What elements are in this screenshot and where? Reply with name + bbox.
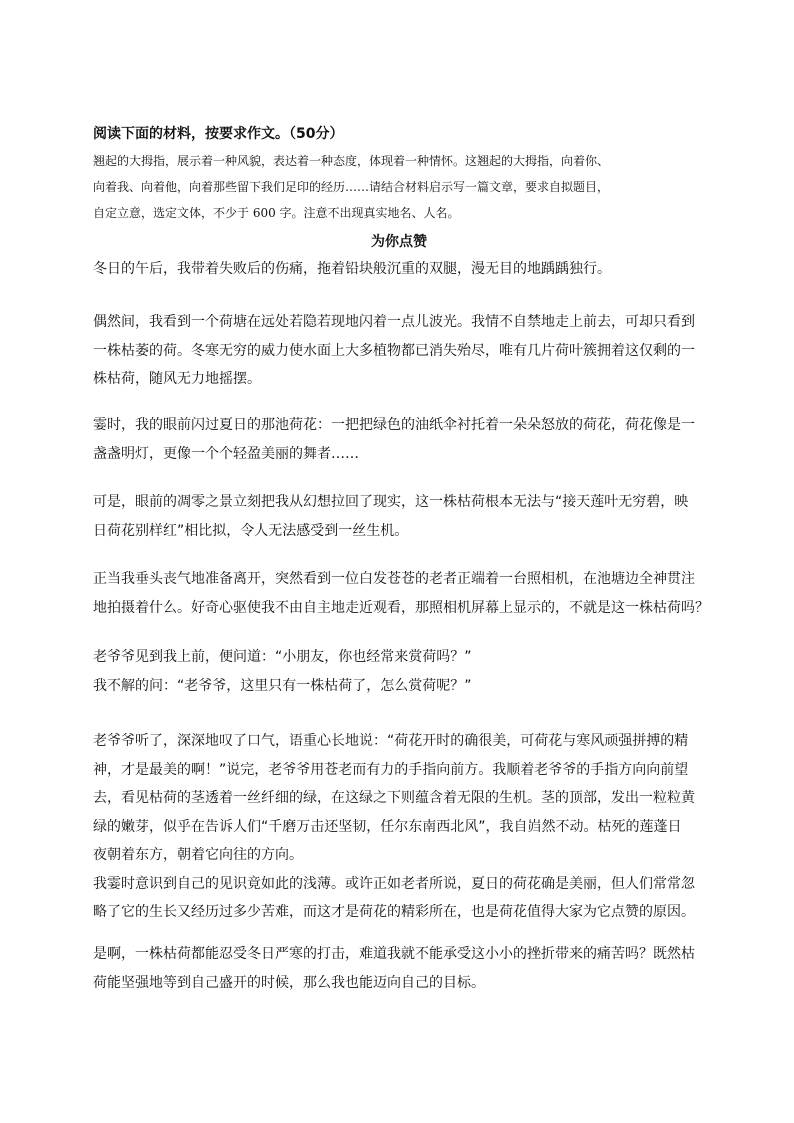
essay-line: 冬日的午后，我带着失败后的伤痛，拖着铅块般沉重的双腿，漫无目的地踽踽独行。 [93,261,611,277]
essay-line: 夜朝着东方，朝着它向往的方向。 [93,847,303,863]
prompt-heading: 阅读下面的材料，按要求作文。（50分） [93,126,344,142]
essay-line: 霎时，我的眼前闪过夏日的那池荷花：一把把绿色的油纸伞衬托着一朵朵怒放的荷花，荷花像是一 [93,417,695,433]
essay-paragraph-4 [93,488,705,545]
essay-line: 日荷花别样红”相比拟，令人无法感受到一丝生机。 [93,522,409,539]
essay-line: 荷能坚强地等到自己盛开的时候，那么我也能迈向自己的目标。 [93,974,485,991]
essay-line: 老爷爷见到我上前，便问道：“小朋友，你也经常来赏荷吗？” [93,649,472,665]
essay-paragraph-2 [93,308,705,394]
essay-line: 可是，眼前的凋零之景立刻把我从幻想拉回了现实，这一株枯荷根本无法与“接天莲叶无穷碧，映 [93,494,689,510]
essay-line: 我不解的问：“老爷爷，这里只有一株枯荷了，怎么赏荷呢？” [93,677,472,694]
essay-line: 绿的嫩芽，似乎在告诉人们“千磨万击还坚韧，任尔东南西北风”，我自岿然不动。枯死的莲蓬日 [93,818,682,835]
prompt-line: 自定立意，选定文体，不少于 600 字。注意不出现真实地名、人名。 [93,206,460,220]
essay-paragraph-3 [93,411,705,468]
essay-paragraph-1 [93,255,705,284]
essay-line: 地拍摄着什么。好奇心驱使我不由自主地走近观看，那照相机屏幕上显示的，不就是这一株枯荷吗？ [93,599,709,616]
essay-line: 是啊，一株枯荷都能忍受冬日严寒的打击，难道我就不能承受这小小的挫折带来的痛苦吗？既然枯 [93,946,695,962]
essay-line: 我霎时意识到自己的见识竟如此的浅薄。或许正如老者所说，夏日的荷花确是美丽，但人们常常忽 [93,875,695,892]
essay-line: 盏盏明灯，更像一个个轻盈美丽的舞者…… [93,445,359,462]
essay-line: 株枯荷，随风无力地摇摆。 [93,371,261,387]
essay-line: 偶然间，我看到一个荷塘在远处若隐若现地闪着一点儿波光。我情不自禁地走上前去，可却只看到 [93,314,695,330]
prompt-line: 向着我、向着他，向着那些留下我们足印的经历……请结合材料启示写一篇文章，要求自拟题目， [93,180,610,194]
essay-line: 略了它的生长又经历过多少苦难，而这才是荷花的精彩所在，也是荷花值得大家为它点赞的原因。 [93,904,695,920]
essay-line: 去，看见枯荷的茎透着一丝纤细的绿，在这绿之下则蕴含着无限的生机。茎的顶部，发出一粒粒黄 [93,790,695,806]
essay-line: 神，才是最美的啊！”说完，老爷爷用苍老而有力的手指向前方。我顺着老爷爷的手指方向向前望 [93,761,689,778]
essay-line: 一株枯萎的荷。冬寒无穷的威力使水面上大多植物都已消失殆尽，唯有几片荷叶簇拥着这仅剩的一 [93,342,695,359]
essay-title: 为你点赞 [371,234,427,250]
essay-paragraph-6 [93,643,705,700]
prompt-body [93,148,703,226]
essay-paragraph-7 [93,727,705,927]
essay-paragraph-5 [93,565,709,622]
essay-line: 老爷爷听了，深深地叹了口气，语重心长地说：“荷花开时的确很美，可荷花与寒风顽强拼搏的精 [93,733,689,749]
essay-line: 正当我垂头丧气地准备离开，突然看到一位白发苍苍的老者正端着一台照相机，在池塘边全神贯注 [93,571,695,587]
prompt-line: 翘起的大拇指，展示着一种风貌，表达着一种态度，体现着一种情怀。这翘起的大拇指，向着你、 [93,154,610,168]
essay-paragraph-8 [93,940,705,997]
